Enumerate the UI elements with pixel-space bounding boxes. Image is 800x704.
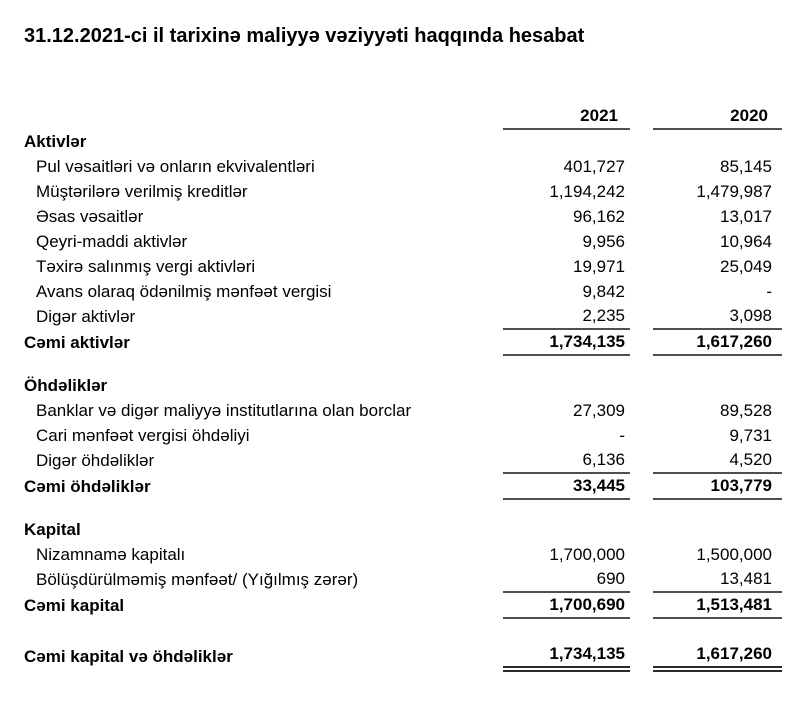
value-2021 bbox=[503, 517, 630, 542]
value-2020: 3,098 bbox=[653, 304, 782, 329]
value-2021: 9,956 bbox=[582, 232, 625, 251]
value-2021: 690 bbox=[503, 567, 630, 592]
value-2021: 6,136 bbox=[503, 448, 630, 473]
value-2021: 1,700,690 bbox=[503, 592, 630, 618]
spacer-cell bbox=[24, 618, 782, 642]
balance-sheet-table bbox=[24, 103, 782, 672]
value-2020: 25,049 bbox=[720, 257, 772, 276]
value-2020: 4,520 bbox=[653, 448, 782, 473]
value-2021: 1,734,135 bbox=[503, 329, 630, 355]
value-2020: 1,513,481 bbox=[653, 592, 782, 618]
value-2020: 13,017 bbox=[720, 207, 772, 226]
row-label: Banklar və digər maliyyə institutlarına olan borclar bbox=[36, 401, 412, 420]
value-2020: 10,964 bbox=[720, 232, 772, 251]
value-2020: 1,617,260 bbox=[653, 642, 782, 669]
table-row bbox=[24, 229, 782, 254]
section-header-label: Öhdəliklər bbox=[24, 376, 108, 395]
column-gap bbox=[630, 448, 653, 473]
column-gap bbox=[630, 329, 653, 355]
section-total-row bbox=[24, 592, 782, 618]
column-gap bbox=[630, 304, 653, 329]
table-row bbox=[24, 423, 782, 448]
column-gap bbox=[630, 103, 653, 129]
table-row bbox=[24, 154, 782, 179]
value-2021 bbox=[503, 373, 630, 398]
value-2020: 1,617,260 bbox=[653, 329, 782, 355]
value-2020 bbox=[653, 373, 782, 398]
table-row bbox=[24, 542, 782, 567]
column-gap bbox=[630, 423, 653, 448]
table-row bbox=[24, 448, 782, 473]
value-2021: 33,445 bbox=[503, 473, 630, 499]
column-gap bbox=[630, 179, 653, 204]
value-2020 bbox=[653, 517, 782, 542]
section-header-row bbox=[24, 517, 782, 542]
section-header-row bbox=[24, 373, 782, 398]
table-row bbox=[24, 398, 782, 423]
row-label: Əsas vəsaitlər bbox=[36, 207, 144, 226]
column-gap bbox=[630, 517, 653, 542]
value-2020: 85,145 bbox=[720, 157, 772, 176]
value-2021: - bbox=[619, 426, 625, 445]
value-2021: 1,734,135 bbox=[503, 642, 630, 669]
column-gap bbox=[630, 204, 653, 229]
value-2021: 1,700,000 bbox=[549, 545, 625, 564]
row-label: Cari mənfəət vergisi öhdəliyi bbox=[36, 426, 250, 445]
value-2020: 103,779 bbox=[653, 473, 782, 499]
value-2020 bbox=[653, 129, 782, 154]
column-gap bbox=[630, 279, 653, 304]
column-gap bbox=[630, 592, 653, 618]
header-label-spacer bbox=[24, 103, 503, 129]
section-total-row bbox=[24, 473, 782, 499]
section-spacer bbox=[24, 618, 782, 642]
value-2021 bbox=[503, 129, 630, 154]
value-2021: 19,971 bbox=[573, 257, 625, 276]
value-2021: 1,194,242 bbox=[549, 182, 625, 201]
table-row bbox=[24, 179, 782, 204]
column-gap bbox=[630, 567, 653, 592]
row-label: Müştərilərə verilmiş kreditlər bbox=[36, 182, 248, 201]
column-gap bbox=[630, 154, 653, 179]
section-header-label: Kapital bbox=[24, 520, 81, 539]
section-header-row bbox=[24, 129, 782, 154]
row-label: Pul vəsaitləri və onların ekvivalentləri bbox=[36, 157, 315, 176]
column-gap bbox=[630, 373, 653, 398]
row-label: Digər öhdəliklər bbox=[36, 451, 155, 470]
row-label: Cəmi öhdəliklər bbox=[24, 477, 151, 496]
row-label: Nizamnamə kapitalı bbox=[36, 545, 186, 564]
section-header-label: Aktivlər bbox=[24, 132, 87, 151]
value-2021: 401,727 bbox=[563, 157, 625, 176]
row-label: Bölüşdürülməmiş mənfəət/ (Yığılmış zərər) bbox=[36, 570, 359, 589]
section-spacer bbox=[24, 499, 782, 517]
row-label: Təxirə salınmış vergi aktivləri bbox=[36, 257, 256, 276]
row-label: Qeyri-maddi aktivlər bbox=[36, 232, 188, 251]
column-header-2020: 2020 bbox=[653, 103, 782, 129]
value-2021: 96,162 bbox=[573, 207, 625, 226]
column-gap bbox=[630, 642, 653, 669]
column-gap bbox=[630, 254, 653, 279]
value-2021: 9,842 bbox=[582, 282, 625, 301]
column-gap bbox=[630, 542, 653, 567]
grand-total-row bbox=[24, 642, 782, 669]
column-header-row bbox=[24, 103, 782, 129]
row-label: Avans olaraq ödənilmiş mənfəət vergisi bbox=[36, 282, 332, 301]
value-2020: 1,500,000 bbox=[696, 545, 772, 564]
value-2020: 13,481 bbox=[653, 567, 782, 592]
row-label: Cəmi kapital və öhdəliklər bbox=[24, 647, 233, 666]
column-gap bbox=[630, 129, 653, 154]
section-spacer bbox=[24, 355, 782, 373]
column-gap bbox=[630, 398, 653, 423]
value-2020: 1,479,987 bbox=[696, 182, 772, 201]
value-2020: 89,528 bbox=[720, 401, 772, 420]
column-header-2021: 2021 bbox=[503, 103, 630, 129]
spacer-cell bbox=[24, 355, 782, 373]
row-label: Cəmi kapital bbox=[24, 596, 125, 615]
table-row bbox=[24, 204, 782, 229]
table-row bbox=[24, 254, 782, 279]
page-title: 31.12.2021-ci il tarixinə maliyyə vəziyyəti haqqında hesabat bbox=[24, 25, 585, 47]
table-row bbox=[24, 567, 782, 592]
column-gap bbox=[630, 473, 653, 499]
column-gap bbox=[630, 229, 653, 254]
value-2020: - bbox=[766, 282, 772, 301]
section-total-row bbox=[24, 329, 782, 355]
value-2021: 27,309 bbox=[573, 401, 625, 420]
spacer-cell bbox=[24, 499, 782, 517]
value-2020: 9,731 bbox=[729, 426, 772, 445]
table-row bbox=[24, 304, 782, 329]
table-row bbox=[24, 279, 782, 304]
row-label: Digər aktivlər bbox=[36, 307, 136, 326]
value-2021: 2,235 bbox=[503, 304, 630, 329]
row-label: Cəmi aktivlər bbox=[24, 333, 130, 352]
